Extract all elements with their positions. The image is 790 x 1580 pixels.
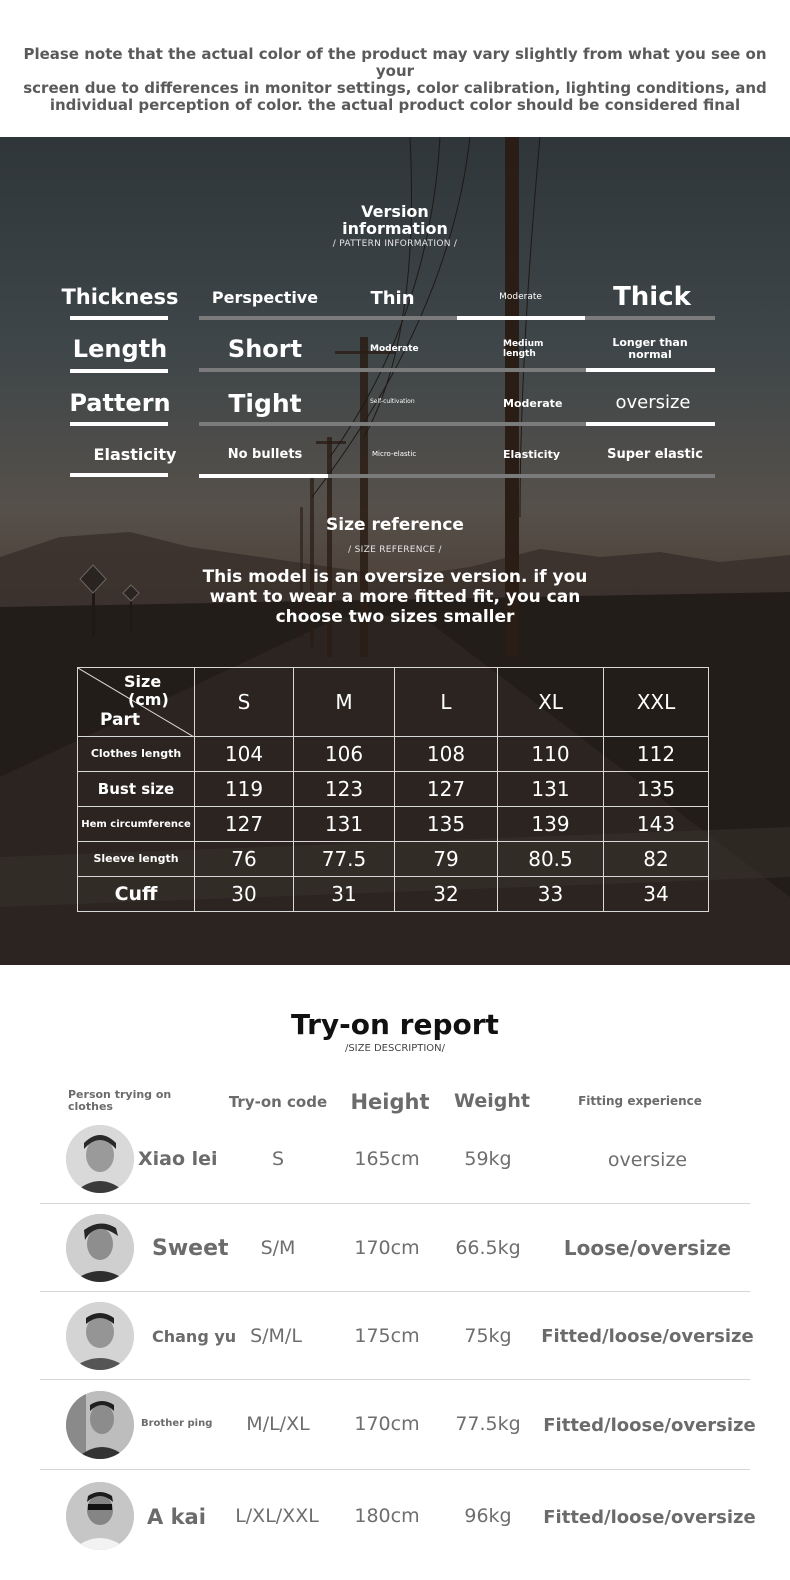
notice-line: Please note that the actual color of the product may vary slightly from what you see on your	[23, 45, 767, 80]
table-row	[78, 807, 709, 842]
table-row	[78, 737, 709, 772]
table-cell: 139	[498, 807, 604, 842]
size-header: M	[294, 668, 395, 737]
option: Medium length	[503, 339, 544, 359]
corner-size: Size	[124, 672, 162, 691]
option: Moderate	[499, 292, 542, 302]
option-selected: Longer than normal	[612, 336, 688, 361]
size-note-line: want to wear a more fitted fit, you can	[209, 587, 581, 607]
table-cell: 79	[395, 842, 498, 877]
table-cell: 77.5	[294, 842, 395, 877]
scale-bar	[199, 316, 457, 320]
table-corner	[78, 668, 195, 737]
tryon-title: Try-on report	[291, 1008, 499, 1041]
person-name: Xiao lei	[138, 1148, 218, 1170]
tryon-code: S	[271, 1148, 285, 1170]
option: Self-cultivation	[370, 398, 415, 405]
header-fit: Fitting experience	[578, 1094, 702, 1108]
tryon-height: 170cm	[354, 1413, 420, 1435]
row-divider	[40, 1379, 750, 1380]
tryon-height: 165cm	[354, 1148, 420, 1170]
avatar	[66, 1391, 134, 1459]
avatar	[66, 1482, 134, 1550]
option: Moderate	[370, 344, 419, 354]
tryon-fit: Loose/oversize	[563, 1236, 732, 1260]
scale-bar-selected	[457, 316, 585, 320]
tryon-code: S/M/L	[250, 1325, 302, 1347]
part-label: Clothes length	[78, 737, 195, 772]
table-cell: 33	[498, 877, 604, 912]
part-label: Hem circumference	[78, 807, 195, 842]
tryon-weight: 77.5kg	[455, 1413, 521, 1435]
label-elasticity: Elasticity	[93, 445, 177, 464]
size-header: L	[395, 668, 498, 737]
tryon-code: M/L/XL	[246, 1413, 310, 1435]
tryon-code: L/XL/XXL	[235, 1505, 319, 1527]
part-label: Cuff	[78, 877, 195, 912]
size-note-line: This model is an oversize version. if you	[202, 567, 588, 587]
option: Thin	[370, 288, 415, 309]
size-header: XXL	[604, 668, 709, 737]
version-title	[295, 203, 495, 237]
label-length: Length	[72, 335, 168, 363]
size-table	[77, 667, 709, 912]
tryon-height: 180cm	[354, 1505, 420, 1527]
size-header: XL	[498, 668, 604, 737]
table-cell: 76	[195, 842, 294, 877]
size-ref-title: Size reference	[326, 515, 464, 535]
table-cell: 135	[604, 772, 709, 807]
scale-bar	[585, 316, 715, 320]
table-cell: 119	[195, 772, 294, 807]
header-code: Try-on code	[228, 1093, 328, 1111]
tryon-weight: 66.5kg	[455, 1237, 521, 1259]
table-row	[78, 772, 709, 807]
size-ref-subtitle: / SIZE REFERENCE /	[348, 545, 442, 555]
label-thickness: Thickness	[61, 285, 179, 309]
size-info-panel	[0, 137, 790, 965]
size-ref-note	[150, 567, 640, 627]
table-row	[78, 877, 709, 912]
option: Moderate	[503, 397, 563, 410]
table-cell: 127	[395, 772, 498, 807]
avatar	[66, 1214, 134, 1282]
table-cell: 30	[195, 877, 294, 912]
size-header: S	[195, 668, 294, 737]
version-title-line: Version	[361, 202, 429, 221]
row-divider	[40, 1291, 750, 1292]
part-label: Bust size	[78, 772, 195, 807]
table-cell: 80.5	[498, 842, 604, 877]
scale-bar-selected	[199, 474, 328, 478]
person-name: Brother ping	[141, 1418, 213, 1429]
option-selected: oversize	[615, 392, 691, 413]
table-cell: 108	[395, 737, 498, 772]
tryon-fit: oversize	[607, 1149, 688, 1171]
tryon-weight: 59kg	[464, 1148, 512, 1170]
table-cell: 31	[294, 877, 395, 912]
option: Super elastic	[607, 447, 703, 462]
tryon-subtitle: /SIZE DESCRIPTION/	[344, 1043, 446, 1054]
row-divider	[40, 1203, 750, 1204]
row-divider	[40, 1469, 750, 1470]
tryon-weight: 96kg	[464, 1505, 512, 1527]
person-name: Sweet	[152, 1236, 229, 1261]
scale-bar	[199, 422, 586, 426]
notice-line: screen due to differences in monitor settings, color calibration, lighting conditions, and	[23, 79, 767, 97]
size-note-line: choose two sizes smaller	[275, 607, 515, 627]
table-cell: 82	[604, 842, 709, 877]
option: Elasticity	[503, 448, 561, 461]
tryon-fit: Fitted/loose/oversize	[543, 1507, 756, 1528]
label-underline	[70, 369, 168, 373]
header-height: Height	[350, 1090, 430, 1114]
table-cell: 104	[195, 737, 294, 772]
option-selected: Thick	[613, 282, 691, 312]
table-row	[78, 842, 709, 877]
corner-part: Part	[100, 710, 140, 730]
option: Short	[227, 335, 303, 363]
scale-bar	[199, 368, 586, 372]
avatar	[66, 1302, 134, 1370]
color-notice	[20, 46, 770, 114]
label-pattern: Pattern	[69, 389, 171, 417]
tryon-weight: 75kg	[464, 1325, 512, 1347]
corner-unit: (cm)	[128, 690, 169, 709]
tryon-height: 170cm	[354, 1237, 420, 1259]
table-cell: 143	[604, 807, 709, 842]
option: Tight	[228, 389, 302, 418]
person-name: Chang yu	[152, 1327, 237, 1346]
table-cell: 106	[294, 737, 395, 772]
header-weight: Weight	[454, 1090, 530, 1112]
option: Perspective	[211, 288, 319, 307]
table-cell: 131	[294, 807, 395, 842]
person-name: A kai	[147, 1505, 206, 1529]
notice-line: individual perception of color. the actual product color should be considered final	[49, 96, 741, 114]
table-cell: 110	[498, 737, 604, 772]
tryon-height: 175cm	[354, 1325, 420, 1347]
scale-bar-selected	[586, 422, 715, 426]
tryon-code: S/M	[260, 1237, 296, 1259]
part-label: Sleeve length	[78, 842, 195, 877]
version-subtitle: / PATTERN INFORMATION /	[332, 239, 458, 249]
label-underline	[70, 422, 168, 426]
label-underline	[70, 473, 168, 477]
scale-bar-selected	[586, 368, 715, 372]
avatar	[66, 1125, 134, 1193]
table-cell: 32	[395, 877, 498, 912]
table-cell: 34	[604, 877, 709, 912]
header-person: Person trying on clothes	[68, 1088, 172, 1113]
table-cell: 131	[498, 772, 604, 807]
option: Micro-elastic	[372, 450, 417, 458]
table-cell: 123	[294, 772, 395, 807]
option-selected: No bullets	[227, 447, 303, 462]
tryon-fit: Fitted/loose/oversize	[543, 1415, 756, 1436]
label-underline	[70, 316, 168, 320]
version-title-line: information	[342, 219, 448, 238]
tryon-fit: Fitted/loose/oversize	[541, 1326, 754, 1347]
table-cell: 112	[604, 737, 709, 772]
table-cell: 135	[395, 807, 498, 842]
scale-bar	[328, 474, 715, 478]
table-cell: 127	[195, 807, 294, 842]
